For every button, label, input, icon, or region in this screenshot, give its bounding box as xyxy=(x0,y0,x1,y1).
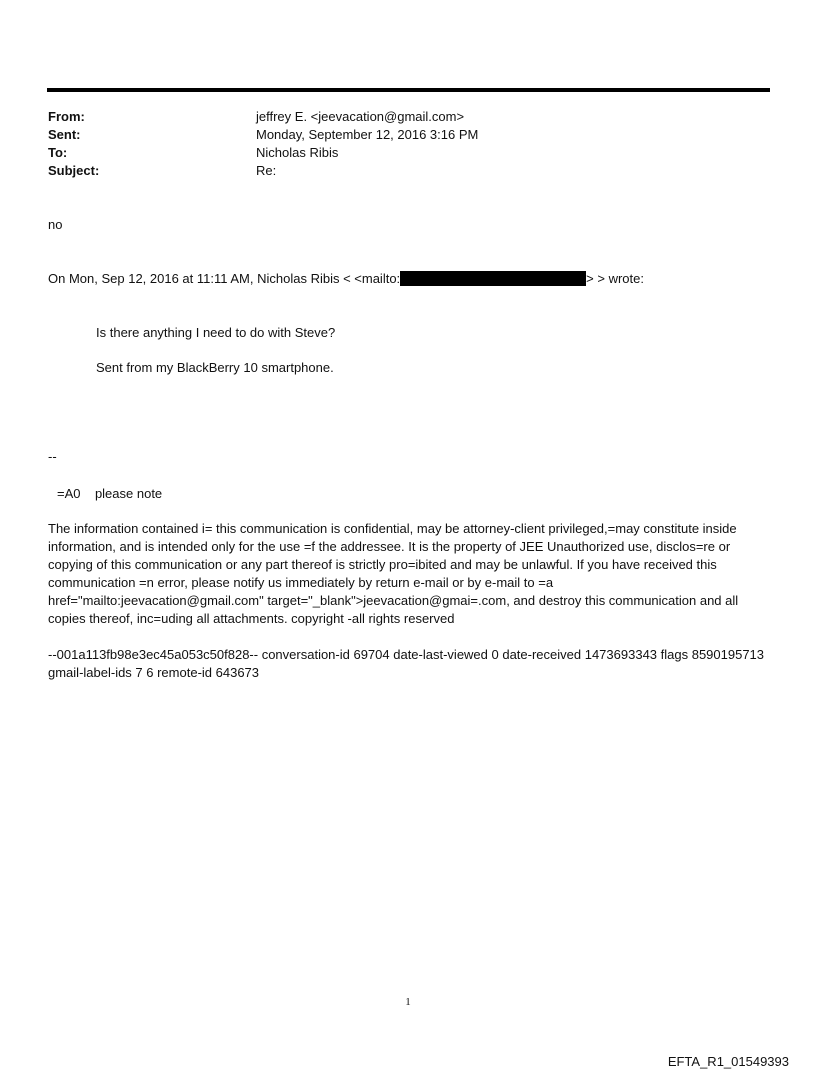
sent-value: Monday, September 12, 2016 3:16 PM xyxy=(256,127,479,142)
from-label: From: xyxy=(48,109,85,124)
quoted-line-2: Sent from my BlackBerry 10 smartphone. xyxy=(96,360,334,375)
quoted-line-1: Is there anything I need to do with Steve? xyxy=(96,325,336,340)
redaction-box xyxy=(400,271,586,286)
subject-value: Re: xyxy=(256,163,277,178)
quote-intro xyxy=(48,270,644,288)
disclaimer-paragraph: The information contained i= this communication is confidential, may be attorney-client privileged,=may constitute inside information, and is intended only for the use =f the addressee. It is the property of JEE Unauthorized use, disclos=re or copying of this communication or any part thereof is strictly pro=ibited and may be unlawful. If you have received this communication =n error, please notify us immediately by return e-mail or by e-mail to =a href="mailto:jeevacation@gmail.com" target="_blank">jeevacation@gmai=.com, and destroy this communication and all copies thereof, inc=uding all attachments. copyright -all rights reserved xyxy=(48,521,739,626)
reply-text: no xyxy=(48,217,63,232)
signature-separator: -- xyxy=(48,449,57,464)
header-divider xyxy=(47,88,770,92)
to-label: To: xyxy=(48,145,68,160)
quote-intro-after: > > wrote: xyxy=(586,271,644,286)
from-value: jeffrey E. <jeevacation@gmail.com> xyxy=(256,109,465,124)
to-value: Nicholas Ribis xyxy=(256,145,339,160)
subject-label: Subject: xyxy=(48,163,100,178)
metadata-paragraph: --001a113fb98e3ec45a053c50f828-- conversation-id 69704 date-last-viewed 0 date-received 1473693343 flags 8590195713 gmail-label-ids 7 6 remote-id 643673 xyxy=(48,647,765,680)
bates-number: EFTA_R1_01549393 xyxy=(667,1054,789,1069)
sent-label: Sent: xyxy=(48,127,81,142)
page-number: 1 xyxy=(405,996,411,1008)
note-line: =A0 please note xyxy=(57,486,163,501)
quote-intro-before: On Mon, Sep 12, 2016 at 11:11 AM, Nicholas Ribis < <mailto: xyxy=(48,271,401,286)
